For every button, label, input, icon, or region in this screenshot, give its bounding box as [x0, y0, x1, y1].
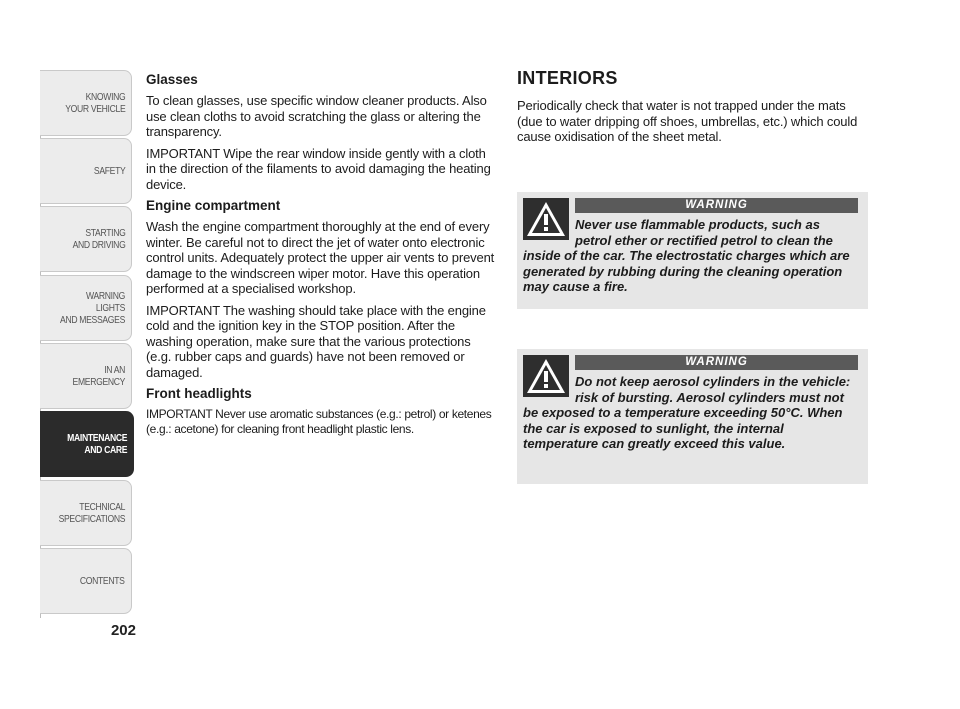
interiors-intro: Periodically check that water is not trapped under the mats (due to water dripping off shoes, umbrellas, etc.) which could cause oxidisation of the sheet metal.: [517, 98, 858, 144]
engine-heading: Engine compartment: [146, 198, 281, 213]
right-column: [517, 68, 869, 145]
tab-knowing-your-vehicle[interactable]: KNOWING YOUR VEHICLE: [40, 70, 132, 136]
page-number: 202: [110, 622, 136, 639]
headlights-heading: Front headlights: [146, 386, 252, 401]
headlights-important: IMPORTANT Never use aromatic substances (e.g.: petrol) or ketenes (e.g.: acetone) for cleaning front headlight plastic lens.: [146, 407, 492, 436]
tab-warning-lights[interactable]: WARNING LIGHTS AND MESSAGES: [40, 275, 132, 341]
engine-important: IMPORTANT The washing should take place with the engine cold and the ignition key in the STOP position. After the washing operation, make sure that the various protections (e.g. rubber caps and guards) have not been removed or damaged.: [146, 302, 486, 380]
warning-box-aerosol: [517, 349, 868, 484]
warning-label: WARNING: [575, 198, 858, 213]
glasses-important: IMPORTANT Wipe the rear window inside gently with a cloth in the direction of the filaments to avoid damaging the heating device.: [146, 145, 491, 192]
section-title: INTERIORS: [517, 68, 618, 88]
glasses-heading: Glasses: [146, 72, 198, 87]
tab-starting-and-driving[interactable]: STARTING AND DRIVING: [40, 206, 132, 272]
tab-contents[interactable]: CONTENTS: [40, 548, 132, 614]
warning-text: Do not keep aerosol cylinders in the vehicle: risk of bursting. Aerosol cylinders must not be exposed to a temperature exceeding 50°C. When the car is exposed to sunlight, the internal temperature can greatly exceed this value.: [523, 374, 851, 451]
warning-box-flammable: [517, 192, 868, 309]
warning-text: Never use flammable products, such as petrol ether or rectified petrol to clean the inside of the car. The electrostatic charges which are generated by rubbing during the cleaning operation may cause a fire.: [523, 217, 850, 294]
glasses-paragraph: To clean glasses, use specific window cleaner products. Also use clean cloths to avoid scratching the glass or altering the transparency.: [146, 93, 487, 139]
tab-technical-specifications[interactable]: TECHNICAL SPECIFICATIONS: [40, 480, 132, 546]
engine-paragraph: Wash the engine compartment thoroughly at the end of every winter. Be careful not to direct the jet of water onto electronic control units. Adequately protect the upper air vents to prevent damage to the windscreen wiper motor. Have this operation performed at a specialised workshop.: [146, 219, 495, 296]
warning-label: WARNING: [575, 355, 858, 370]
left-column: [146, 72, 498, 443]
warning-triangle-icon: [523, 355, 569, 397]
tab-in-an-emergency[interactable]: IN AN EMERGENCY: [40, 343, 132, 409]
tab-maintenance-and-care[interactable]: MAINTENANCE AND CARE: [40, 411, 134, 477]
warning-triangle-icon: [523, 198, 569, 240]
tab-safety[interactable]: SAFETY: [40, 138, 132, 204]
